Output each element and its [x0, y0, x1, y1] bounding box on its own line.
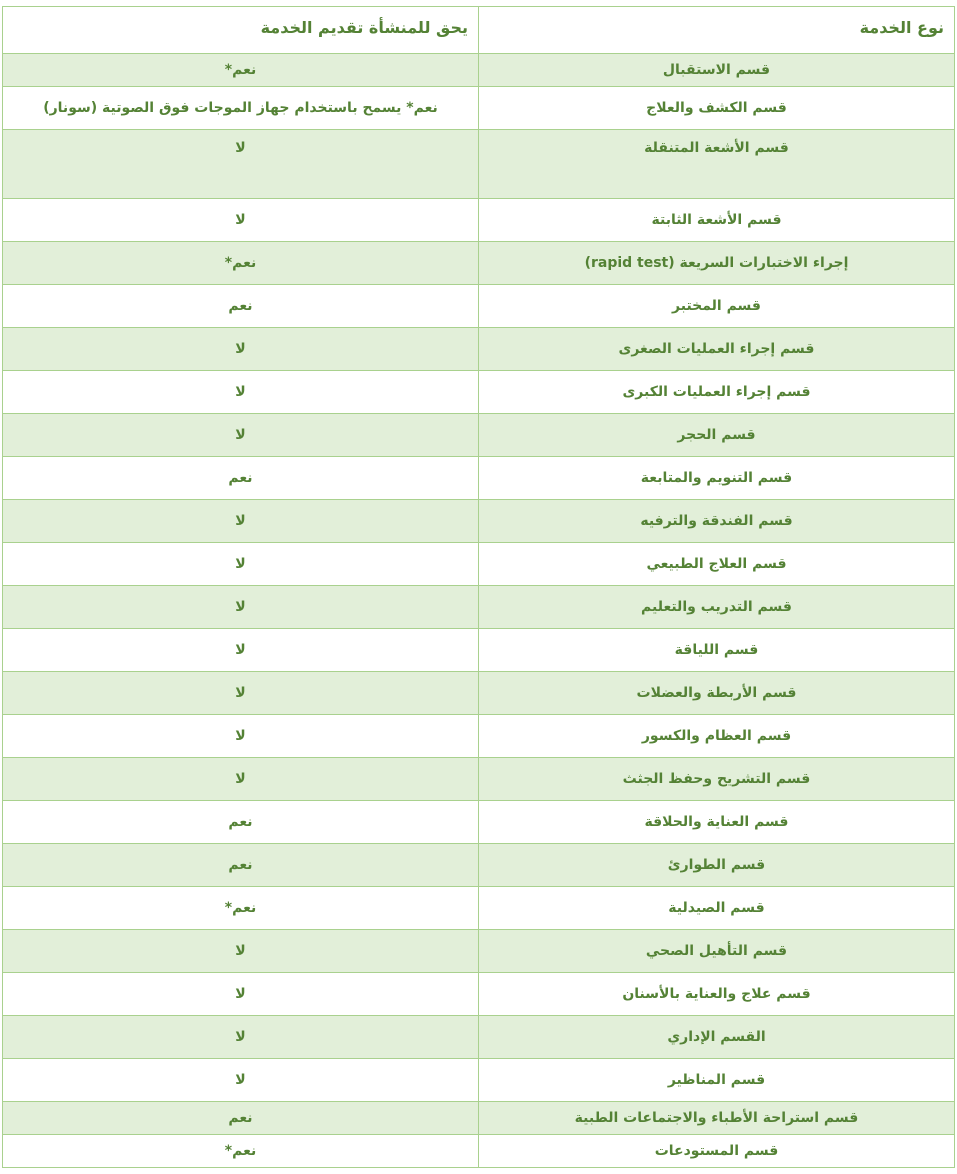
service-cell: قسم التنويم والمتابعة — [479, 457, 955, 500]
table-row — [3, 844, 955, 887]
table-row — [3, 1016, 955, 1059]
table-row — [3, 715, 955, 758]
table-row — [3, 887, 955, 930]
allowed-cell: نعم* — [3, 1135, 479, 1168]
service-cell: قسم العلاج الطبيعي — [479, 543, 955, 586]
header-facility-allowed: يحق للمنشأة تقديم الخدمة — [3, 7, 479, 54]
allowed-cell: لا — [3, 715, 479, 758]
allowed-cell: لا — [3, 543, 479, 586]
service-cell: قسم إجراء العمليات الكبرى — [479, 371, 955, 414]
allowed-cell: لا — [3, 130, 479, 199]
allowed-cell: لا — [3, 930, 479, 973]
table-row — [3, 130, 955, 199]
allowed-cell: نعم* يسمح باستخدام جهاز الموجات فوق الصوتية (سونار) — [3, 87, 479, 130]
table-row — [3, 543, 955, 586]
allowed-cell: نعم — [3, 457, 479, 500]
service-cell: القسم الإداري — [479, 1016, 955, 1059]
allowed-cell: لا — [3, 973, 479, 1016]
service-cell: قسم التأهيل الصحي — [479, 930, 955, 973]
service-cell: إجراء الاختبارات السريعة (rapid test) — [479, 242, 955, 285]
table-row — [3, 629, 955, 672]
service-cell: قسم الحجر — [479, 414, 955, 457]
service-cell: قسم الكشف والعلاج — [479, 87, 955, 130]
table-row — [3, 371, 955, 414]
allowed-cell: لا — [3, 414, 479, 457]
allowed-cell: نعم* — [3, 54, 479, 87]
service-cell: قسم استراحة الأطباء والاجتماعات الطبية — [479, 1102, 955, 1135]
table-row — [3, 285, 955, 328]
table-row — [3, 242, 955, 285]
allowed-cell: نعم — [3, 285, 479, 328]
allowed-cell: لا — [3, 500, 479, 543]
table-row — [3, 1059, 955, 1102]
service-cell: قسم إجراء العمليات الصغرى — [479, 328, 955, 371]
service-cell: قسم الاستقبال — [479, 54, 955, 87]
table-row — [3, 87, 955, 130]
allowed-cell: لا — [3, 1016, 479, 1059]
service-cell: قسم الفندقة والترفيه — [479, 500, 955, 543]
table-row — [3, 457, 955, 500]
table-row — [3, 54, 955, 87]
table-row — [3, 1135, 955, 1168]
allowed-cell: لا — [3, 1059, 479, 1102]
table-row — [3, 758, 955, 801]
service-cell: قسم المختبر — [479, 285, 955, 328]
services-table — [2, 6, 955, 1168]
table-row — [3, 1102, 955, 1135]
table-row — [3, 586, 955, 629]
service-cell: قسم الطوارئ — [479, 844, 955, 887]
allowed-cell: نعم* — [3, 887, 479, 930]
table-row — [3, 973, 955, 1016]
table-row — [3, 414, 955, 457]
header-service-type: نوع الخدمة — [479, 7, 955, 54]
allowed-cell: لا — [3, 758, 479, 801]
table-row — [3, 328, 955, 371]
service-cell: قسم الصيدلية — [479, 887, 955, 930]
service-cell: قسم الأربطة والعضلات — [479, 672, 955, 715]
table-row — [3, 930, 955, 973]
service-cell: قسم التشريح وحفظ الجثث — [479, 758, 955, 801]
allowed-cell: لا — [3, 328, 479, 371]
allowed-cell: نعم — [3, 1102, 479, 1135]
service-cell: قسم الأشعة المتنقلة — [479, 130, 955, 199]
service-cell: قسم اللياقة — [479, 629, 955, 672]
service-cell: قسم المستودعات — [479, 1135, 955, 1168]
service-cell: قسم التدريب والتعليم — [479, 586, 955, 629]
allowed-cell: نعم — [3, 801, 479, 844]
allowed-cell: لا — [3, 371, 479, 414]
table-row — [3, 500, 955, 543]
service-cell: قسم العظام والكسور — [479, 715, 955, 758]
allowed-cell: لا — [3, 629, 479, 672]
table-header-row — [3, 7, 955, 54]
allowed-cell: لا — [3, 672, 479, 715]
service-cell: قسم المناظير — [479, 1059, 955, 1102]
service-cell: قسم العناية والحلاقة — [479, 801, 955, 844]
table-row — [3, 199, 955, 242]
allowed-cell: نعم* — [3, 242, 479, 285]
service-cell: قسم علاج والعناية بالأسنان — [479, 973, 955, 1016]
service-cell: قسم الأشعة الثابتة — [479, 199, 955, 242]
table-row — [3, 801, 955, 844]
allowed-cell: لا — [3, 199, 479, 242]
allowed-cell: نعم — [3, 844, 479, 887]
table-row — [3, 672, 955, 715]
allowed-cell: لا — [3, 586, 479, 629]
